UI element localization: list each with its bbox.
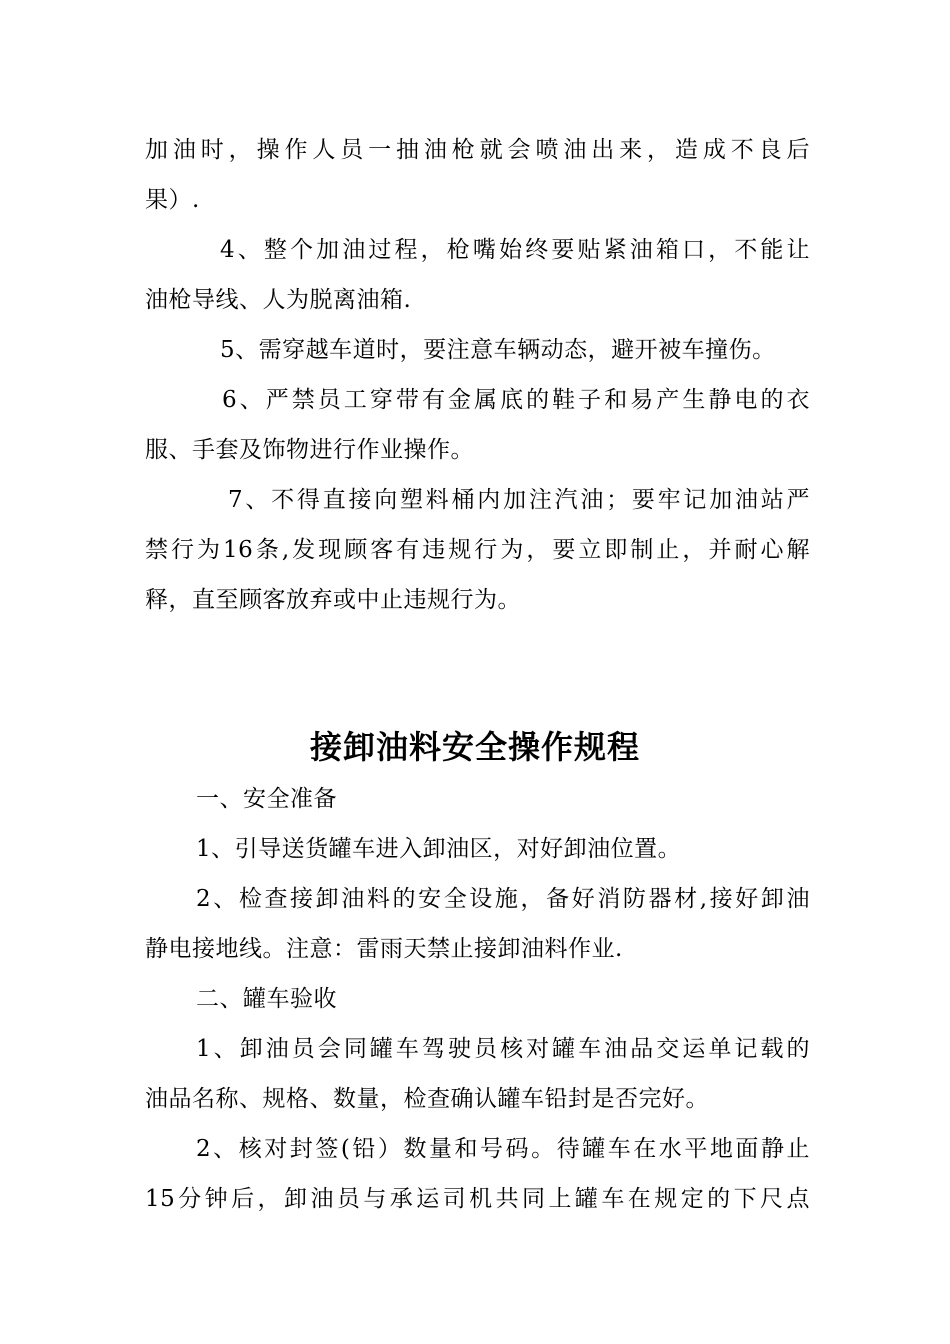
paragraph-line: 静电接地线。注意：雷雨天禁止接卸油料作业. [145, 936, 623, 962]
paragraph-line: 油品名称、规格、数量，检查确认罐车铅封是否完好。 [145, 1086, 709, 1112]
list-item: 2、核对封签(铅）数量和号码。待罐车在水平地面静止 [196, 1136, 810, 1162]
paragraph-line: 油枪导线、人为脱离油箱. [145, 287, 412, 313]
list-item: 1、引导送货罐车进入卸油区，对好卸油位置。 [196, 836, 682, 862]
list-item-4: 4、整个加油过程，枪嘴始终要贴紧油箱口，不能让 [220, 237, 810, 263]
paragraph-line: 服、手套及饰物进行作业操作。 [145, 437, 474, 463]
section-title: 接卸油料安全操作规程 [309, 728, 640, 766]
section-heading: 二、罐车验收 [196, 986, 337, 1012]
paragraph-line: 果）. [145, 187, 200, 213]
list-item-7: 7、不得直接向塑料桶内加注汽油；要牢记加油站严 [228, 487, 810, 513]
list-item: 1、卸油员会同罐车驾驶员核对罐车油品交运单记载的 [196, 1036, 810, 1062]
paragraph-line: 禁行为16条,发现顾客有违规行为，要立即制止，并耐心解 [145, 537, 810, 563]
paragraph-line: 加油时，操作人员一抽油枪就会喷油出来，造成不良后 [145, 137, 810, 163]
list-item-6: 6、严禁员工穿带有金属底的鞋子和易产生静电的衣 [222, 387, 810, 413]
paragraph-line: 15分钟后，卸油员与承运司机共同上罐车在规定的下尺点 [145, 1186, 810, 1212]
list-item-5: 5、需穿越车道时，要注意车辆动态，避开被车撞伤。 [220, 337, 776, 363]
paragraph-line: 释，直至顾客放弃或中止违规行为。 [145, 587, 521, 613]
list-item: 2、检查接卸油料的安全设施，备好消防器材,接好卸油 [196, 886, 810, 912]
section-heading: 一、安全准备 [196, 786, 337, 812]
